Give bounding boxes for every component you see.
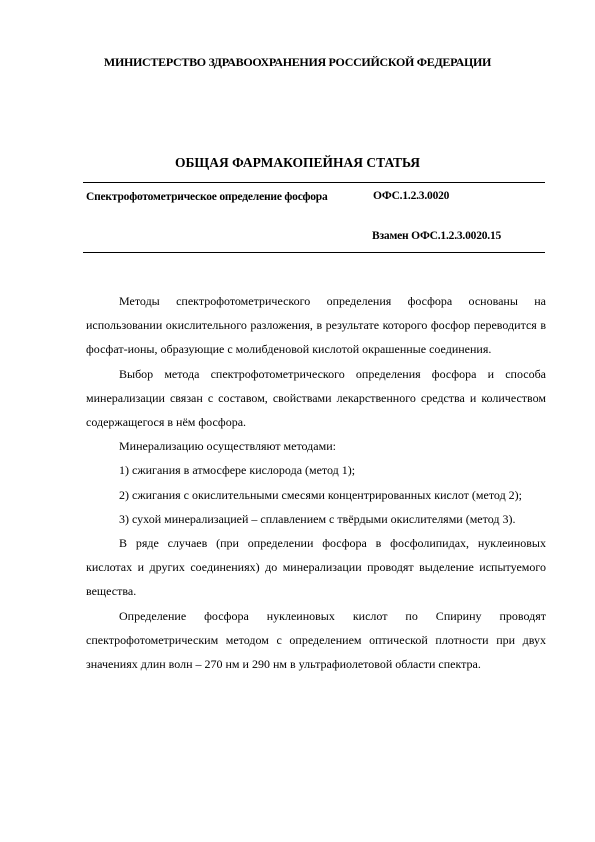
list-item: 3) сухой минерализацией – сплавлением с твёрдыми окислителями (метод 3). [119,511,516,526]
paragraph: Определение фосфора нуклеиновых кислот по Спирину проводят спектрофотометрическим методом с определением оптической плотности при двух значениях длин волн – 270 нм и 290 нм в ультрафиолетовой области спектра. [86,608,546,672]
ministry-header: МИНИСТЕРСТВО ЗДРАВООХРАНЕНИЯ РОССИЙСКОЙ ФЕДЕРАЦИИ [103,55,492,69]
article-replaces: Взамен ОФС.1.2.3.0020.15 [372,230,502,242]
paragraph: Минерализацию осуществляют методами: [119,439,336,454]
list-item: 2) сжигания с окислительными смесями концентрированных кислот (метод 2); [119,487,523,502]
header-bottom-rule [83,252,545,253]
paragraph: В ряде случаев (при определении фосфора в фосфолипидах, нуклеиновых кислотах и других соединениях) до минерализации проводят выделение испытуемого вещества. [86,536,546,599]
list-item: 1) сжигания в атмосфере кислорода (метод 1); [119,463,356,478]
article-title: Спектрофотометрическое определение фосфора [86,191,328,203]
header-top-rule [83,182,545,183]
article-body [86,289,546,676]
paragraph: Методы спектрофотометрического определения фосфора основаны на использовании окислительного разложения, в результате которого фосфор переводится в фосфат-ионы, образующие с молибденовой кислотой окрашенные соединения. [86,294,546,357]
article-code: ОФС.1.2.3.0020 [373,190,450,202]
paragraph: Выбор метода спектрофотометрического определения фосфора и способа минерализации связан с составом, свойствами лекарственного средства и количеством содержащегося в нём фосфора. [86,366,546,430]
document-type-title: ОБЩАЯ ФАРМАКОПЕЙНАЯ СТАТЬЯ [174,155,421,170]
